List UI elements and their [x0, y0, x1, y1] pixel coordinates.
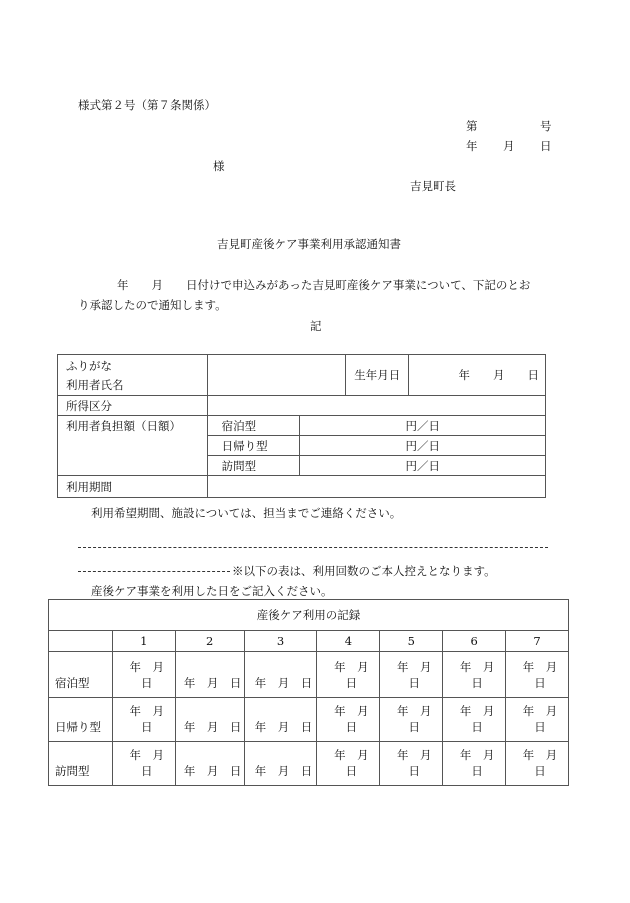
row-label-day: 日帰り型 [49, 698, 113, 742]
contact-note: 利用希望期間、施設については、担当までご連絡ください。 [91, 506, 402, 520]
row-label-visit: 訪問型 [49, 742, 113, 786]
period-label: 利用期間 [58, 476, 208, 498]
record-title: 産後ケア利用の記録 [49, 600, 569, 631]
type-label-day: 日帰り型 [207, 436, 300, 456]
date-cell[interactable]: 年 月 日 [506, 742, 569, 786]
col-header: 3 [244, 631, 317, 652]
birthdate-label: 生年月日 [346, 355, 409, 396]
name-label-cell [58, 355, 208, 396]
date-cell[interactable]: 年 月 日 [443, 742, 506, 786]
body-line-2: り承認したので通知します。 [78, 298, 227, 312]
period-field[interactable] [207, 476, 545, 498]
date-cell[interactable]: 年 月 日 [112, 652, 175, 698]
col-header: 2 [175, 631, 244, 652]
doc-number-go: 号 [540, 119, 552, 133]
date-cell[interactable]: 年 月 日 [506, 652, 569, 698]
cut-line-2 [78, 571, 230, 572]
header-blank [49, 631, 113, 652]
user-name-label: 利用者氏名 [66, 378, 124, 392]
issue-date-year: 年 [466, 139, 478, 153]
date-cell[interactable]: 年 月 日 [112, 698, 175, 742]
date-cell[interactable]: 年 月 日 [443, 698, 506, 742]
ki-label: 記 [310, 319, 322, 333]
date-cell[interactable]: 年 月 日 [380, 698, 443, 742]
col-header: 7 [506, 631, 569, 652]
issue-date-month: 月 [503, 139, 515, 153]
date-cell[interactable]: 年 月 日 [317, 742, 380, 786]
form-number: 様式第２号（第７条関係） [78, 98, 216, 112]
issue-date-day: 日 [540, 139, 552, 153]
date-cell[interactable]: 年 月 日 [175, 652, 244, 698]
date-cell[interactable]: 年 月 日 [506, 698, 569, 742]
approval-table [57, 354, 546, 498]
date-cell[interactable]: 年 月 日 [244, 652, 317, 698]
date-cell[interactable]: 年 月 日 [244, 742, 317, 786]
tear-note: ※以下の表は、利用回数のご本人控えとなります。 [232, 564, 496, 578]
col-header: 1 [112, 631, 175, 652]
date-cell[interactable]: 年 月 日 [175, 742, 244, 786]
body-line-1: 年 月 日付けで申込みがあった吉見町産後ケア事業について、下記のとお [117, 278, 531, 292]
date-cell[interactable]: 年 月 日 [443, 652, 506, 698]
issuer: 吉見町長 [410, 179, 456, 193]
date-cell[interactable]: 年 月 日 [380, 742, 443, 786]
burden-label: 利用者負担額（日額） [58, 416, 208, 476]
date-cell[interactable]: 年 月 日 [317, 698, 380, 742]
income-field[interactable] [207, 396, 545, 416]
addressee-suffix: 様 [213, 159, 225, 173]
type-label-stay: 宿泊型 [207, 416, 300, 436]
amount-field-visit[interactable]: 円／日 [300, 456, 546, 476]
col-header: 4 [317, 631, 380, 652]
date-cell[interactable]: 年 月 日 [112, 742, 175, 786]
user-name-field[interactable] [207, 355, 346, 396]
amount-field-stay[interactable]: 円／日 [300, 416, 546, 436]
date-cell[interactable]: 年 月 日 [244, 698, 317, 742]
fill-note: 産後ケア事業を利用した日をご記入ください。 [91, 584, 333, 598]
cut-line-1 [78, 547, 548, 548]
furigana-label: ふりがな [66, 359, 112, 373]
col-header: 6 [443, 631, 506, 652]
birthdate-field[interactable]: 年 月 日 [409, 355, 546, 396]
type-label-visit: 訪問型 [207, 456, 300, 476]
date-cell[interactable]: 年 月 日 [175, 698, 244, 742]
date-cell[interactable]: 年 月 日 [317, 652, 380, 698]
doc-number-dai: 第 [466, 119, 478, 133]
amount-field-day[interactable]: 円／日 [300, 436, 546, 456]
date-cell[interactable]: 年 月 日 [380, 652, 443, 698]
usage-record-table [48, 599, 569, 786]
income-label: 所得区分 [58, 396, 208, 416]
row-label-stay: 宿泊型 [49, 652, 113, 698]
col-header: 5 [380, 631, 443, 652]
document-title: 吉見町産後ケア事業利用承認通知書 [217, 237, 401, 251]
